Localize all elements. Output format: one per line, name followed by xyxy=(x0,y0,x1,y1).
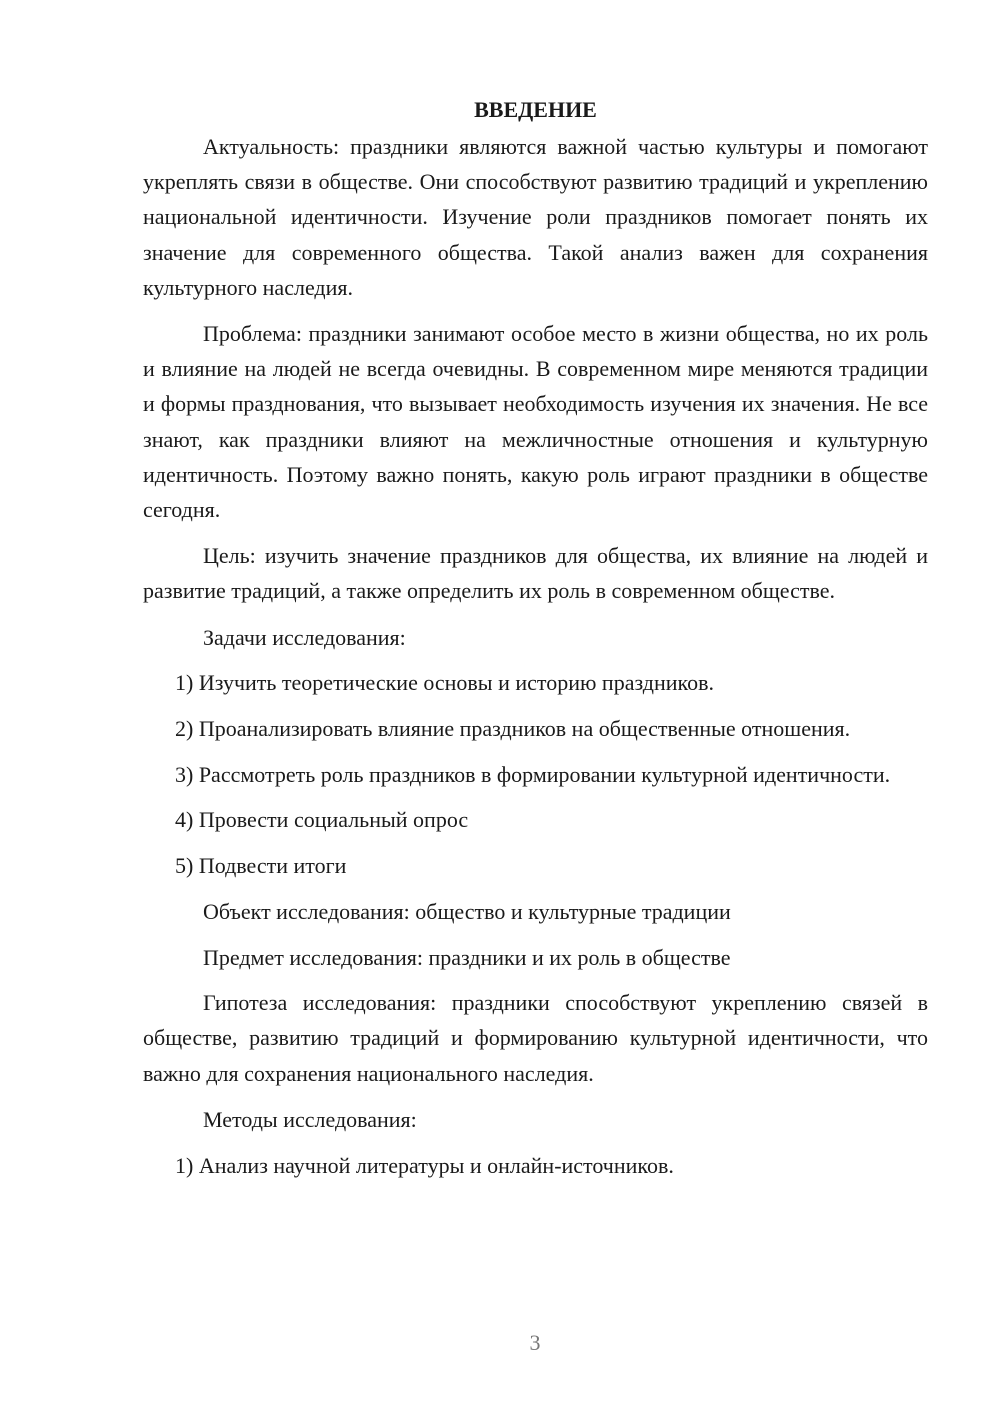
problem-paragraph: Проблема: праздники занимают особое место в жизни общества, но их роль и влияние на людей не всегда очевидны. В современном мире меняются традиции и формы празднования, что вызывает необходимость изучения их значения. Не все знают, как праздники влияют на межличностные отношения и культурную идентичность. Поэтому важно понять, какую роль играют праздники в обществе сегодня. xyxy=(143,321,928,523)
research-object: Объект исследования: общество и культурные традиции xyxy=(203,898,731,924)
method-item-1: 1) Анализ научной литературы и онлайн-источников. xyxy=(175,1152,674,1178)
task-item-3: 3) Рассмотреть роль праздников в формировании культурной идентичности. xyxy=(175,761,891,787)
page-number: 3 xyxy=(529,1330,541,1355)
relevance-paragraph: Актуальность: праздники являются важной частью культуры и помогают укреплять связи в обществе. Они способствуют развитию традиций и укреплению национальной идентичности. Изучение роли праздников помогает понять их значение для современного общества. Такой анализ важен для сохранения культурного наследия. xyxy=(143,134,928,300)
task-item-2: 2) Проанализировать влияние праздников на общественные отношения. xyxy=(175,716,851,742)
document-page xyxy=(143,92,928,1193)
tasks-title: Задачи исследования: xyxy=(203,624,406,650)
task-item-1: 1) Изучить теоретические основы и историю праздников. xyxy=(175,670,714,696)
hypothesis-paragraph: Гипотеза исследования: праздники способствуют укреплению связей в обществе, развитию традиций и формированию культурной идентичности, что важно для сохранения национального наследия. xyxy=(143,990,928,1086)
task-item-5: 5) Подвести итоги xyxy=(175,853,347,879)
research-subject: Предмет исследования: праздники и их роль в обществе xyxy=(203,944,731,970)
section-heading: ВВЕДЕНИЕ xyxy=(474,97,597,122)
task-item-4: 4) Провести социальный опрос xyxy=(175,807,469,833)
goal-paragraph: Цель: изучить значение праздников для общества, их влияние на людей и развитие традиций, а также определить их роль в современном обществе. xyxy=(143,543,928,604)
methods-title: Методы исследования: xyxy=(203,1106,417,1132)
